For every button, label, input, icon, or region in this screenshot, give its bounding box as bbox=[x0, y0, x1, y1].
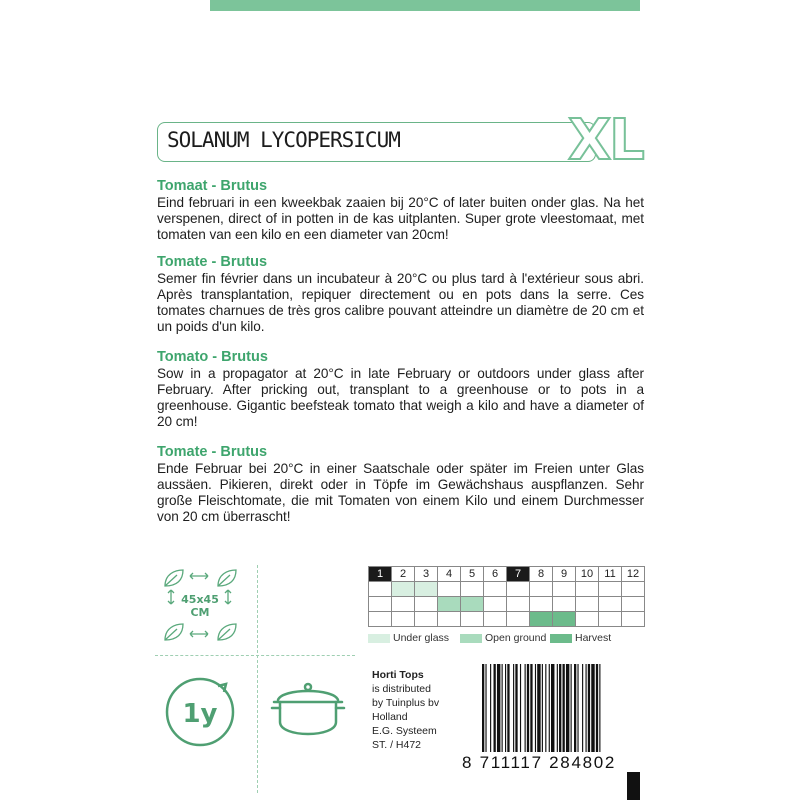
distributor-line: by Tuinplus bv bbox=[372, 697, 440, 709]
lifecycle-icon bbox=[160, 672, 240, 752]
barcode-bar bbox=[497, 664, 500, 752]
month-cell: 7 bbox=[507, 567, 530, 582]
month-cell: 10 bbox=[576, 567, 599, 582]
barcode-bar bbox=[535, 664, 536, 752]
distributor-info bbox=[372, 668, 439, 752]
month-cell: 4 bbox=[438, 567, 461, 582]
legend-label: Harvest bbox=[575, 632, 612, 644]
section-text: Eind februari in een kweekbak zaaien bij 20°C of later buiten onder glas. Na het verspenen, direct of in potten in de kas uitplanten. Super grote vleestomaat, met tomaten van een kilo en een diameter van 20cm! bbox=[157, 195, 644, 242]
distributor-line: ST. / H472 bbox=[372, 739, 422, 751]
barcode-bar bbox=[591, 664, 594, 752]
barcode-bar bbox=[537, 664, 540, 752]
under-glass-row bbox=[369, 582, 645, 597]
barcode-bar bbox=[566, 664, 569, 752]
calendar-cell bbox=[530, 582, 553, 597]
month-cell: 12 bbox=[622, 567, 645, 582]
barcode-bar bbox=[502, 664, 503, 752]
divider-horizontal bbox=[155, 655, 355, 656]
barcode-bar bbox=[588, 664, 590, 752]
section-text: Semer fin février dans un incubateur à 20°C ou plus tard à l'extérieur sous abri. Après transplantation, repiquer directement ou en pots dans la serre. Ces tomates charnues de très gros calibre pouvant atteindre un diamètre de 20 cm et un poids d'un kilo. bbox=[157, 271, 644, 334]
calendar-cell bbox=[576, 582, 599, 597]
calendar-cell bbox=[392, 597, 415, 612]
legend-harvest bbox=[550, 632, 611, 644]
distributor-brand: Horti Tops bbox=[372, 669, 424, 681]
month-cell: 5 bbox=[461, 567, 484, 582]
barcode-bar bbox=[494, 664, 496, 752]
divider-vertical bbox=[257, 565, 258, 793]
month-cell: 1 bbox=[369, 567, 392, 582]
barcode-bar bbox=[490, 664, 491, 752]
calendar-cell bbox=[530, 612, 553, 627]
barcode-bar bbox=[513, 664, 514, 752]
open-ground-row bbox=[369, 597, 645, 612]
top-color-band bbox=[210, 0, 640, 11]
calendar-cell bbox=[553, 612, 576, 627]
legend-swatch bbox=[550, 634, 572, 643]
arrow-horizontal-icon bbox=[190, 573, 208, 579]
barcode-bar bbox=[542, 664, 543, 752]
barcode-bar bbox=[559, 664, 561, 752]
calendar-cell bbox=[599, 582, 622, 597]
leaf-icon bbox=[218, 624, 236, 640]
barcode-bar bbox=[563, 664, 565, 752]
barcode-bar bbox=[505, 664, 506, 752]
barcode-number: 8 711117 284802 bbox=[462, 753, 617, 772]
legend-swatch bbox=[460, 634, 482, 643]
barcode-bar bbox=[482, 664, 484, 752]
legend-label: Under glass bbox=[393, 632, 450, 644]
calendar-cell bbox=[599, 597, 622, 612]
calendar-cell bbox=[576, 612, 599, 627]
legend-under-glass bbox=[368, 632, 449, 644]
barcode-bar bbox=[599, 664, 600, 752]
barcode-bar bbox=[507, 664, 509, 752]
barcode-bar bbox=[515, 664, 517, 752]
months bbox=[369, 567, 645, 582]
calendar-cell bbox=[438, 612, 461, 627]
calendar-cell bbox=[530, 597, 553, 612]
spacing-value: 45x45 bbox=[181, 593, 219, 606]
month-cell: 6 bbox=[484, 567, 507, 582]
calendar-cell bbox=[392, 612, 415, 627]
section-dutch bbox=[157, 178, 644, 243]
calendar-cell bbox=[507, 582, 530, 597]
barcode-bar bbox=[596, 664, 598, 752]
calendar-cell bbox=[553, 597, 576, 612]
month-cell: 3 bbox=[415, 567, 438, 582]
calendar-cell bbox=[484, 582, 507, 597]
size-badge: XL bbox=[568, 108, 643, 173]
calendar-cell bbox=[507, 612, 530, 627]
legend-swatch bbox=[368, 634, 390, 643]
barcode-bar bbox=[549, 664, 550, 752]
calendar-cell bbox=[622, 612, 645, 627]
distributor-line: is distributed bbox=[372, 683, 431, 695]
distributor-line: Holland bbox=[372, 711, 408, 723]
leaf-icon bbox=[218, 570, 236, 586]
calendar-cell bbox=[415, 612, 438, 627]
month-cell: 11 bbox=[599, 567, 622, 582]
sowing-calendar bbox=[368, 566, 645, 627]
barcode bbox=[482, 664, 630, 754]
barcode-bar bbox=[525, 664, 526, 752]
lifecycle-label: 1y bbox=[182, 699, 218, 729]
barcode-bar bbox=[571, 664, 572, 752]
spacing-diagram bbox=[158, 566, 242, 646]
arrow-vertical-icon bbox=[168, 590, 174, 604]
section-german bbox=[157, 444, 644, 525]
section-title: Tomate - Brutus bbox=[157, 254, 268, 270]
section-text: Sow in a propagator at 20°C in late February or outdoors under glass after February. After pricking out, transplant to a greenhouse or to pots in a greenhouse. Gigantic beefsteak tomato that weigh a kilo and have a diameter of 20 cm! bbox=[157, 366, 644, 429]
calendar-cell bbox=[484, 597, 507, 612]
calendar-cell bbox=[415, 597, 438, 612]
calendar-cell bbox=[415, 582, 438, 597]
legend-label: Open ground bbox=[485, 632, 547, 644]
arrow-horizontal-icon bbox=[190, 631, 208, 637]
calendar-cell bbox=[461, 612, 484, 627]
barcode-bar bbox=[582, 664, 583, 752]
section-title: Tomate - Brutus bbox=[157, 444, 268, 460]
calendar-cell bbox=[484, 612, 507, 627]
calendar-cell bbox=[553, 582, 576, 597]
barcode-bar bbox=[530, 664, 532, 752]
barcode-bar bbox=[527, 664, 529, 752]
harvest-row bbox=[369, 612, 645, 627]
barcode-bar bbox=[551, 664, 554, 752]
arrow-vertical-icon bbox=[225, 590, 231, 604]
calendar-cell bbox=[392, 582, 415, 597]
barcode-bar bbox=[577, 664, 578, 752]
month-cell: 8 bbox=[530, 567, 553, 582]
leaf-icon bbox=[165, 570, 183, 586]
barcode-bar bbox=[485, 664, 486, 752]
distributor-line: E.G. Systeem bbox=[372, 725, 437, 737]
species-name: SOLANUM LYCOPERSICUM bbox=[167, 128, 400, 152]
section-english bbox=[157, 349, 644, 430]
calendar-cell bbox=[438, 597, 461, 612]
month-cell: 9 bbox=[553, 567, 576, 582]
calendar-cell bbox=[461, 582, 484, 597]
calendar-cell bbox=[622, 582, 645, 597]
calendar-cell bbox=[461, 597, 484, 612]
section-text: Ende Februar bei 20°C in einer Saatschale oder später im Freien unter Glas aussäen. Pikieren, direkt oder in Töpfe im Gewächshaus auspflanzen. Sehr große Fleischtomate, die mit Tomaten von einem Kilo und einem Durchmesser von 20 cm überrascht! bbox=[157, 461, 644, 524]
barcode-bar bbox=[557, 664, 558, 752]
calendar-cell bbox=[622, 597, 645, 612]
calendar-cell bbox=[369, 582, 392, 597]
calendar-cell bbox=[369, 597, 392, 612]
barcode-bar bbox=[574, 664, 576, 752]
calendar-cell bbox=[576, 597, 599, 612]
barcode-bar bbox=[545, 664, 546, 752]
section-title: Tomato - Brutus bbox=[157, 349, 268, 365]
cooking-pot-icon bbox=[268, 670, 348, 750]
barcode-bar bbox=[520, 664, 521, 752]
leaf-icon bbox=[165, 624, 183, 640]
section-french bbox=[157, 254, 644, 335]
month-cell: 2 bbox=[392, 567, 415, 582]
calendar-cell bbox=[507, 597, 530, 612]
section-title: Tomaat - Brutus bbox=[157, 178, 268, 194]
calendar-cell bbox=[438, 582, 461, 597]
spacing-unit: CM bbox=[190, 606, 210, 619]
corner-mark bbox=[627, 772, 640, 800]
calendar-cell bbox=[599, 612, 622, 627]
calendar-cell bbox=[369, 612, 392, 627]
barcode-bar bbox=[586, 664, 587, 752]
legend-open-ground bbox=[460, 632, 546, 644]
